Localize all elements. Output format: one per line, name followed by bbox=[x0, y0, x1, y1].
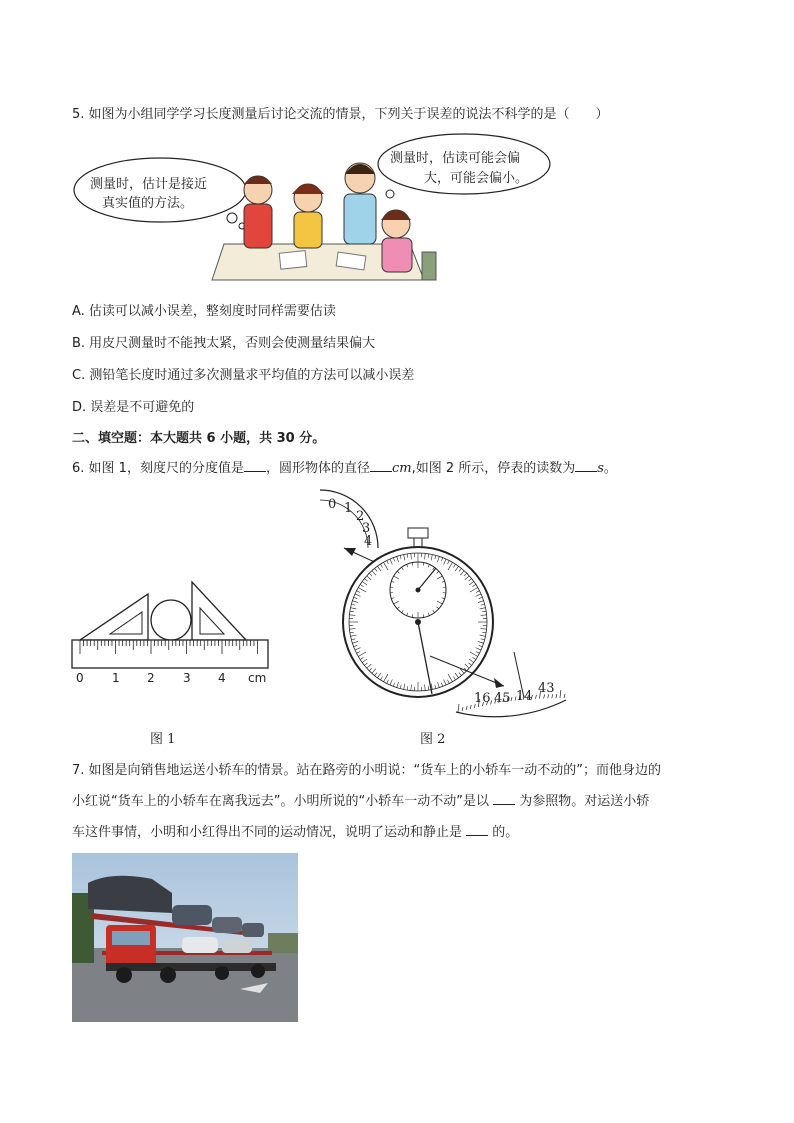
right-bubble-line-2: 大，可能会偏小。 bbox=[424, 171, 529, 186]
student-1 bbox=[244, 176, 272, 248]
question-7-line-2 bbox=[72, 790, 649, 809]
option-d: D. 误差是不可避免的 bbox=[72, 400, 195, 415]
option-c: C. 测铅笔长度时通过多次测量求平均值的方法可以减小误差 bbox=[72, 368, 415, 383]
left-bubble-line-1: 测量时，估计是接近 bbox=[90, 177, 208, 192]
answer-blank-5[interactable] bbox=[466, 823, 488, 836]
option-a: A. 估读可以减小误差，整刻度时同样需要估读 bbox=[72, 304, 336, 319]
ruler-label-1: 1 bbox=[112, 671, 120, 685]
question-6-text bbox=[72, 457, 617, 476]
top-scale-4: 4 bbox=[364, 534, 373, 549]
answer-blank-3[interactable] bbox=[575, 459, 597, 472]
section-2-heading: 二、填空题：本大题共 6 小题，共 30 分。 bbox=[72, 431, 326, 446]
ruler-label-3: 3 bbox=[183, 671, 191, 685]
left-set-square bbox=[80, 594, 148, 640]
q7-line-2b: 为参照物。对运送小轿 bbox=[519, 794, 650, 809]
option-b: B. 用皮尺测量时不能拽太紧，否则会使测量结果偏大 bbox=[72, 336, 376, 351]
student-3 bbox=[344, 163, 376, 244]
left-thought-bubble bbox=[74, 158, 246, 229]
question-7-line-1: 7. 如图是向销售地运送小轿车的情景。站在路旁的小明说：“货车上的小轿车一动不动的”；而他身边的 bbox=[72, 763, 662, 778]
bottom-scale-14: 14 bbox=[516, 689, 533, 704]
bottom-scale-16: 16 bbox=[474, 691, 491, 706]
q6-part-2: ，圆形物体的直径 bbox=[265, 461, 370, 476]
ruler-unit-label: cm bbox=[248, 671, 267, 685]
top-scale-2: 2 bbox=[356, 509, 365, 524]
unit-cm: cm bbox=[391, 461, 412, 476]
top-scale-3: 3 bbox=[362, 521, 371, 536]
ruler-label-0: 0 bbox=[76, 671, 84, 685]
ruler-label-4: 4 bbox=[218, 671, 226, 685]
right-thought-bubble bbox=[378, 134, 550, 198]
top-scale-0: 0 bbox=[328, 497, 337, 512]
bottom-scale-43: 43 bbox=[538, 681, 555, 696]
right-bubble-line-1: 测量时，估读可能会偏 bbox=[390, 151, 521, 166]
q6-part-3: ,如图 2 所示，停表的读数为 bbox=[411, 461, 576, 476]
q7-line-2a: 小红说“货车上的小轿车在离我远去”。小明所说的“小轿车一动不动”是以 bbox=[72, 794, 489, 809]
top-scale-1: 1 bbox=[344, 501, 353, 516]
answer-blank-2[interactable] bbox=[370, 459, 392, 472]
q6-part-1: 6. 如图 1，刻度尺的分度值是 bbox=[72, 461, 244, 476]
q7-line-3a: 车这件事情，小明和小红得出不同的运动情况，说明了运动和静止是 bbox=[72, 825, 463, 840]
round-object bbox=[151, 600, 191, 640]
figure-2-stopwatch bbox=[318, 486, 578, 722]
q7-line-3b: 的。 bbox=[492, 825, 519, 840]
figure-1-ruler bbox=[70, 578, 280, 693]
student-2 bbox=[292, 184, 324, 248]
car-carrier-photo bbox=[72, 853, 298, 1022]
ruler-label-2: 2 bbox=[147, 671, 155, 685]
discussion-illustration bbox=[72, 132, 552, 282]
question-7-line-3 bbox=[72, 821, 518, 840]
question-5-text: 5. 如图为小组同学学习长度测量后讨论交流的情景，下列关于误差的说法不科学的是（ ） bbox=[72, 107, 609, 122]
student-4 bbox=[381, 210, 412, 272]
figure-2-caption: 图 2 bbox=[420, 732, 446, 747]
bottom-scale-45: 45 bbox=[494, 691, 511, 706]
left-bubble-line-2: 真实值的方法。 bbox=[102, 196, 194, 211]
answer-blank-1[interactable] bbox=[244, 459, 266, 472]
q6-part-4: 。 bbox=[603, 461, 617, 476]
unit-s: s bbox=[597, 461, 604, 476]
answer-blank-4[interactable] bbox=[493, 792, 515, 805]
figure-1-caption: 图 1 bbox=[150, 732, 176, 747]
